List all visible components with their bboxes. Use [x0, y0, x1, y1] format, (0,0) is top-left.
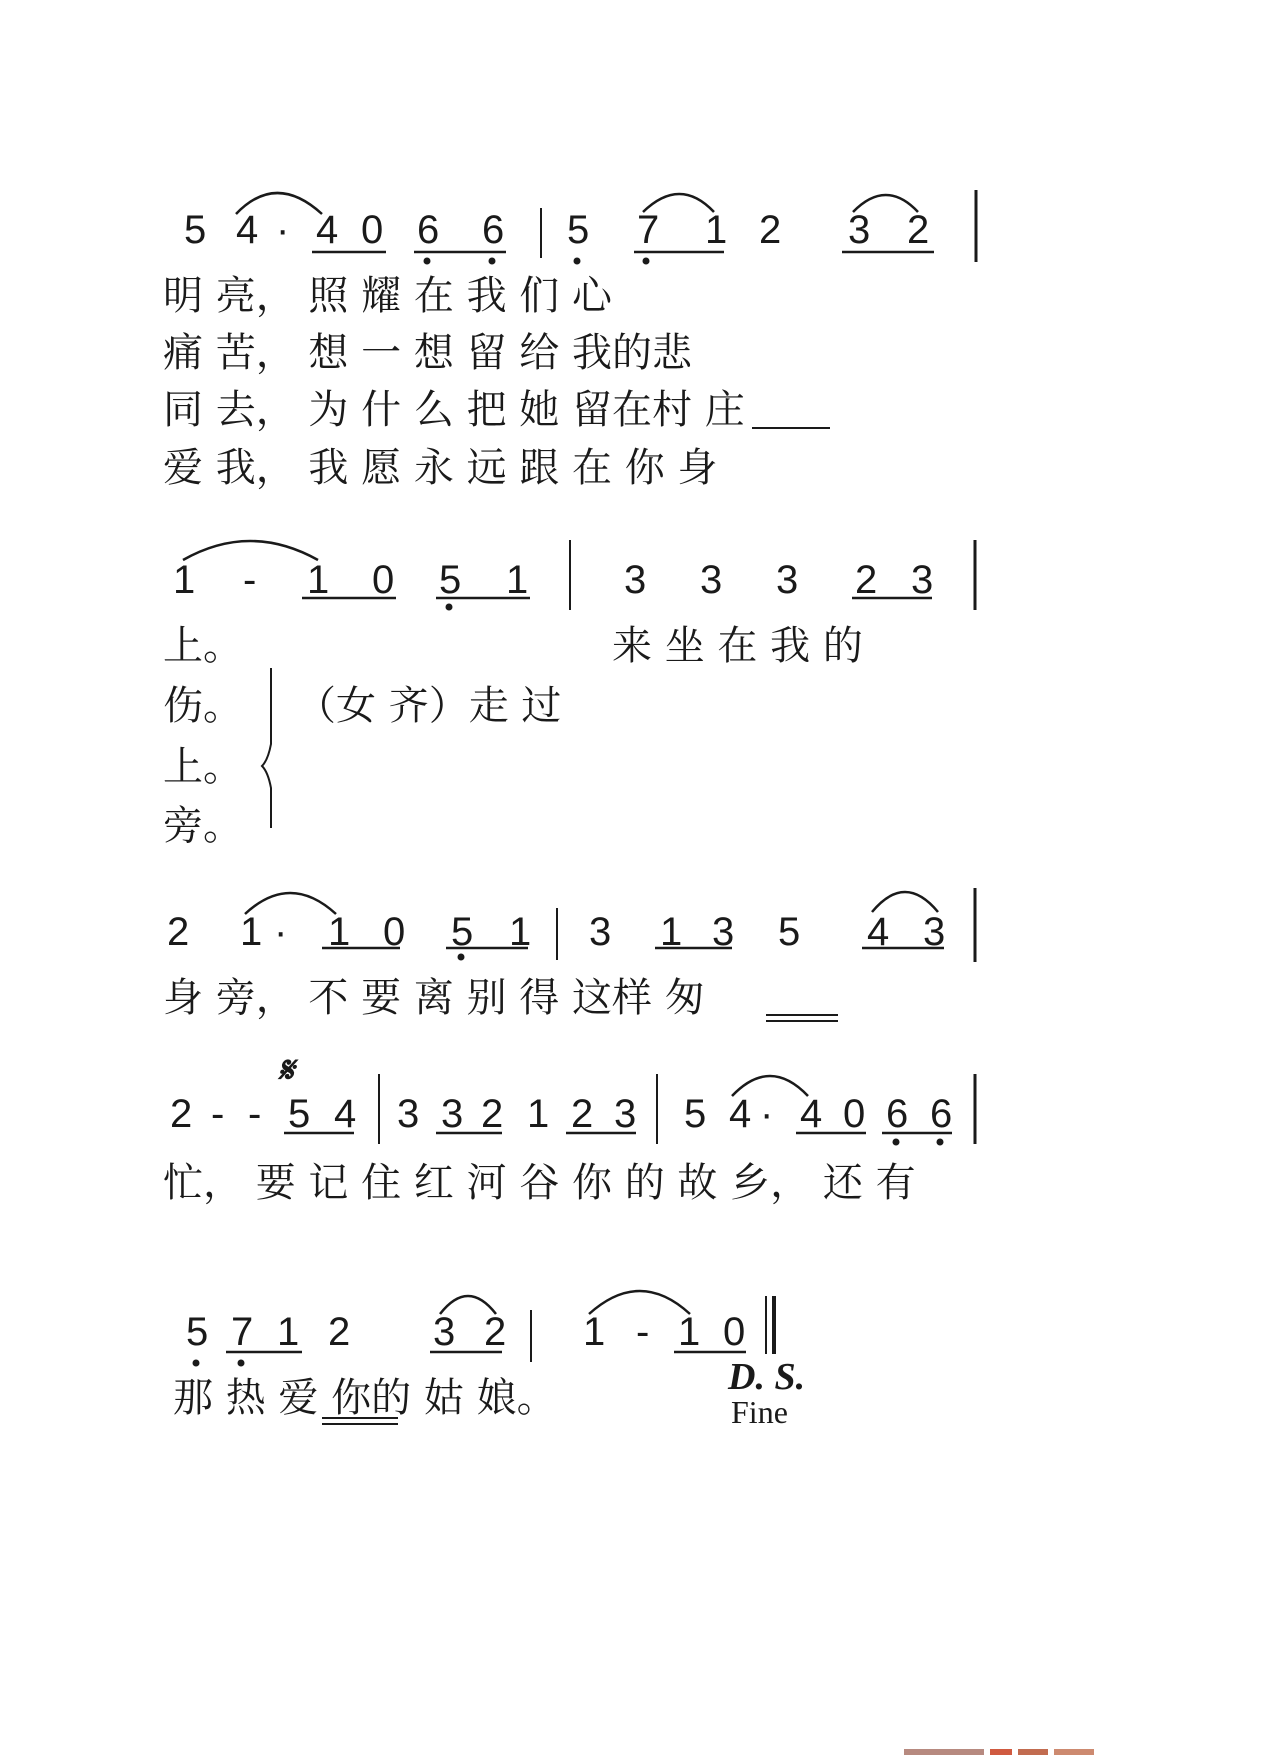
note-symbol: 6: [930, 1092, 953, 1136]
system-2-lyric-verse-3: 上。: [163, 744, 243, 790]
note-symbol: 4: [236, 208, 259, 252]
note-symbol: 5: [451, 910, 474, 954]
watermark-logo: [904, 1746, 1104, 1758]
note-symbol: 6: [417, 208, 440, 252]
note-symbol: 3: [848, 208, 871, 252]
note-symbol: 0: [723, 1310, 746, 1354]
note-symbol: 1: [173, 558, 196, 602]
note-symbol: 3: [700, 558, 723, 602]
segno-sign: 𝄋: [278, 1050, 294, 1090]
note-symbol: 1: [678, 1310, 701, 1354]
slur: [236, 193, 322, 214]
note-symbol: 7: [637, 208, 660, 252]
note-symbol: -: [243, 558, 257, 602]
note-symbol: 3: [397, 1092, 420, 1136]
note-symbol: 2: [855, 558, 878, 602]
note-symbol: 6: [482, 208, 505, 252]
note-symbol: 5: [288, 1092, 311, 1136]
note-symbol: 2: [481, 1092, 504, 1136]
octave-dot: [193, 1360, 200, 1367]
note-symbol: 5: [778, 910, 801, 954]
system-1-lyric-verse-1: 明 亮， 照 耀 在 我 们 心: [163, 273, 613, 319]
system-2-lyric-verse-1: 上。: [163, 623, 243, 669]
slur: [245, 893, 336, 914]
system-5-lyric: 那 热 爱 你的 姑 娘。: [173, 1375, 557, 1421]
system-3-lyric: 身 旁， 不 要 离 别 得 这样 匆: [163, 975, 705, 1021]
note-symbol: 1: [527, 1092, 550, 1136]
slur: [853, 195, 918, 212]
system-1-lyric-verse-4: 爱 我， 我 愿 永 远 跟 在 你 身: [163, 445, 718, 491]
note-symbol: 4: [867, 910, 890, 954]
note-symbol: 2: [170, 1092, 193, 1136]
note-symbol: 1: [583, 1310, 606, 1354]
note-symbol: 5: [184, 208, 207, 252]
note-symbol: -: [211, 1092, 225, 1136]
octave-dot: [489, 258, 496, 265]
note-symbol: 5: [684, 1092, 707, 1136]
brace: [262, 668, 271, 828]
octave-dot: [574, 258, 581, 265]
note-symbol: 3: [614, 1092, 637, 1136]
note-symbol: 1: [328, 910, 351, 954]
note-symbol: 2: [907, 208, 930, 252]
note-symbol: 3: [433, 1310, 456, 1354]
note-symbol: 5: [186, 1310, 209, 1354]
note-symbol: 5: [439, 558, 462, 602]
octave-dot: [238, 1360, 245, 1367]
note-symbol: 2: [328, 1310, 351, 1354]
note-symbol: 1: [705, 208, 728, 252]
note-symbol: ·: [760, 1092, 774, 1136]
slur: [183, 541, 318, 560]
note-symbol: 5: [567, 208, 590, 252]
system-1-lyric-verse-2: 痛 苦， 想 一 想 留 给 我的悲: [163, 330, 693, 376]
note-symbol: 4: [729, 1092, 752, 1136]
note-symbol: 4: [334, 1092, 357, 1136]
system-2-female-lyric: （女 齐）走 过: [296, 683, 562, 729]
note-symbol: 1: [660, 910, 683, 954]
note-symbol: 4: [316, 208, 339, 252]
ds-marking: D. S.: [728, 1356, 806, 1398]
note-symbol: 4: [800, 1092, 823, 1136]
watermark-mark: [904, 1746, 1104, 1758]
note-symbol: 0: [383, 910, 406, 954]
note-symbol: 2: [759, 208, 782, 252]
note-symbol: -: [636, 1310, 650, 1354]
fine-marking: Fine: [731, 1394, 788, 1430]
note-symbol: 6: [886, 1092, 909, 1136]
note-symbol: 2: [167, 910, 190, 954]
note-symbol: ·: [276, 208, 290, 252]
system-1-lyric-verse-3: 同 去， 为 什 么 把 她 留在村 庄: [163, 387, 745, 433]
note-symbol: 1: [240, 910, 263, 954]
octave-dot: [643, 258, 650, 265]
note-symbol: 1: [509, 910, 532, 954]
system-2-chorus-lyric: 来 坐 在 我 的: [612, 623, 863, 669]
slur: [732, 1076, 808, 1096]
octave-dot: [424, 258, 431, 265]
note-symbol: 3: [776, 558, 799, 602]
note-symbol: 2: [571, 1092, 594, 1136]
octave-dot: [458, 954, 465, 961]
note-symbol: 3: [712, 910, 735, 954]
note-symbol: 3: [911, 558, 934, 602]
system-2-lyric-verse-4: 旁。: [163, 803, 243, 849]
note-symbol: 1: [277, 1310, 300, 1354]
octave-dot: [446, 604, 453, 611]
note-symbol: 3: [923, 910, 946, 954]
note-symbol: 7: [231, 1310, 254, 1354]
system-4-lyric: 忙， 要 记 住 红 河 谷 你 的 故 乡， 还 有: [163, 1160, 916, 1206]
octave-dot: [893, 1139, 900, 1146]
slur: [589, 1291, 690, 1314]
slur: [872, 892, 938, 912]
note-symbol: ·: [274, 910, 288, 954]
octave-dot: [937, 1139, 944, 1146]
slur: [440, 1296, 496, 1314]
note-symbol: 1: [506, 558, 529, 602]
slur: [643, 194, 714, 212]
note-symbol: 0: [361, 208, 384, 252]
note-symbol: 1: [307, 558, 330, 602]
note-symbol: 0: [843, 1092, 866, 1136]
system-2-lyric-verse-2: 伤。: [163, 683, 243, 729]
note-symbol: 2: [484, 1310, 507, 1354]
note-symbol: -: [248, 1092, 262, 1136]
note-symbol: 3: [624, 558, 647, 602]
note-symbol: 3: [589, 910, 612, 954]
note-symbol: 0: [372, 558, 395, 602]
note-symbol: 3: [441, 1092, 464, 1136]
